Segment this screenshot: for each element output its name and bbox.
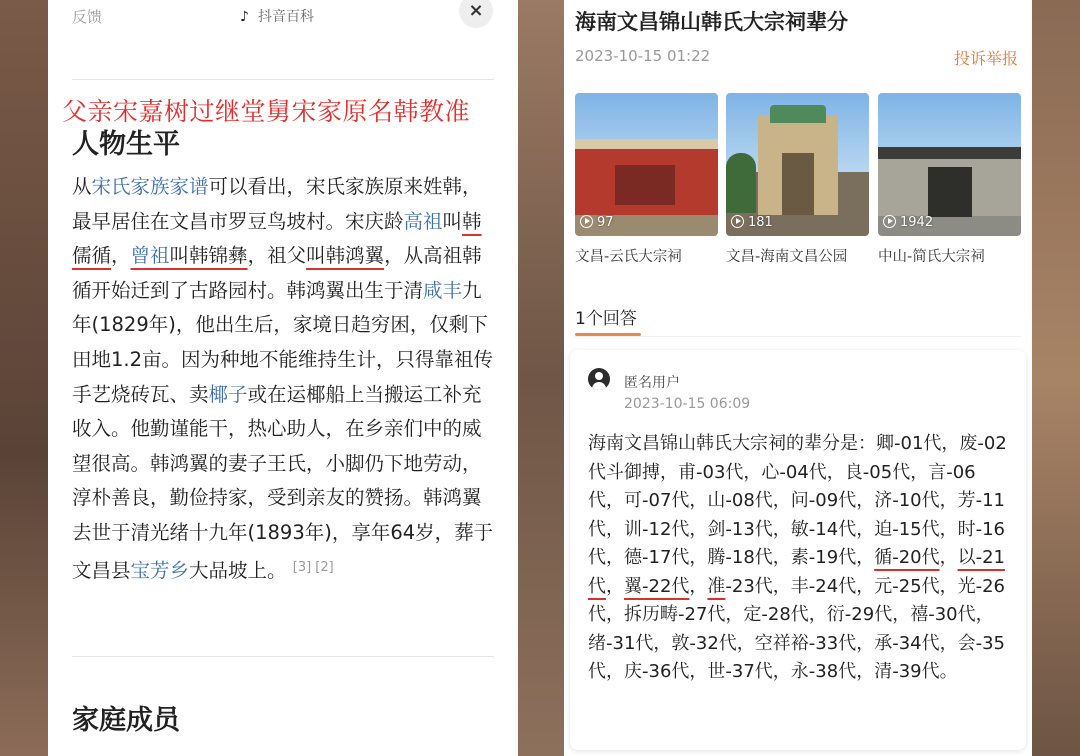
link-xianfeng[interactable]: 咸丰 bbox=[423, 278, 463, 302]
close-button[interactable]: × bbox=[459, 0, 493, 28]
answer-text-underlined: 翼-22代 bbox=[624, 575, 690, 597]
video-caption[interactable]: 中山-简氏大宗祠 bbox=[878, 249, 985, 265]
background-middle bbox=[518, 0, 564, 756]
answer-text-part: -23代，丰-24代，元-25代，光-26代，拆历畴-27代，定-28代，衍-29代，禧-30代，绪-31代，敦-32代，空祥裕-33代，承-34代，会-35代，庆-36代，世-37代，永-38代，清-39代。 bbox=[588, 575, 1006, 682]
link-great-grandfather[interactable]: 曾祖 bbox=[130, 244, 170, 268]
thumbnail-image bbox=[782, 153, 814, 215]
thumbnail-image bbox=[726, 153, 756, 213]
brand-label: 抖音百科 bbox=[258, 9, 314, 25]
divider bbox=[72, 79, 494, 80]
answer-text-part: ， bbox=[606, 575, 624, 597]
thumbnail-image bbox=[575, 139, 718, 149]
video-view-count bbox=[731, 215, 773, 230]
divider bbox=[575, 336, 1021, 337]
top-bar bbox=[48, 0, 518, 34]
answer-text-underlined: 准 bbox=[707, 575, 726, 597]
thumbnail-image bbox=[615, 165, 675, 205]
biography-text bbox=[72, 170, 498, 588]
answer-author[interactable]: 匿名用户 bbox=[624, 375, 680, 391]
annotation-overlay-text: 父亲宋嘉树过继堂舅宋家原名韩教准 bbox=[62, 97, 471, 126]
bio-text: 从 bbox=[72, 175, 92, 198]
video-view-count bbox=[883, 215, 933, 230]
video-caption[interactable]: 文昌-云氏大宗祠 bbox=[575, 249, 682, 265]
section-title-family: 家庭成员 bbox=[72, 705, 180, 736]
answer-timestamp: 2023-10-15 06:09 bbox=[624, 396, 751, 412]
answer-card bbox=[570, 350, 1026, 750]
answer-text-part: ， bbox=[939, 547, 958, 568]
video-caption[interactable]: 文昌-海南文昌公园 bbox=[726, 249, 848, 265]
avatar[interactable] bbox=[588, 368, 610, 390]
play-icon bbox=[731, 215, 744, 228]
answer-text-underlined: 以-21代 bbox=[588, 547, 1006, 597]
bio-text: 九年(1829年)，他出生后，家境日趋穷困，仅剩下田地1.2亩。因为种地不能维持生计，只得靠祖传手艺烧砖瓦、卖 bbox=[72, 278, 494, 406]
link-song-family-genealogy[interactable]: 宋氏家族家谱 bbox=[91, 175, 209, 198]
thumbnail-image bbox=[878, 147, 1021, 159]
encyclopedia-panel bbox=[48, 0, 518, 756]
bio-text: ，从高祖韩循开始迁到了古路园村。韩鸿翼出生于清 bbox=[72, 244, 482, 302]
thumbnail-image bbox=[770, 105, 826, 123]
bio-text-underlined: 叫韩锦彝 bbox=[169, 244, 248, 268]
view-count-value: 1942 bbox=[900, 215, 934, 230]
bio-text: 可以看出，宋氏家族原来姓韩，最早居住在文昌市罗豆鸟坡村。宋庆龄 bbox=[72, 175, 482, 233]
section-title-biography: 人物生平 bbox=[72, 129, 180, 160]
link-great-great-grandfather[interactable]: 高祖 bbox=[403, 209, 443, 233]
video-thumbnail[interactable] bbox=[878, 93, 1021, 236]
bio-text: 叫 bbox=[442, 209, 463, 233]
play-icon bbox=[883, 215, 896, 228]
bio-text-underlined: 韩儒循 bbox=[72, 209, 482, 268]
question-timestamp: 2023-10-15 01:22 bbox=[575, 47, 711, 65]
video-view-count bbox=[580, 215, 614, 230]
bio-text: 大品坡上。 bbox=[189, 558, 287, 582]
thumbnail-image bbox=[928, 167, 972, 217]
tab-answers[interactable]: 1个回答 bbox=[575, 309, 637, 329]
question-title: 海南文昌锦山韩氏大宗祠辈分 bbox=[575, 10, 848, 34]
answer-text-part: 海南文昌锦山韩氏大宗祠的辈分是：卿-01代，废-02代斗御搏，甫-03代，心-04代，良-05代，言-06代，可-07代，山-08代，问-09代，济-10代，芳-11代，训-12代，剑-13代，敏-14代，迫-15代，时-16代，德-17代，腾-18代，素-19代， bbox=[588, 433, 1007, 568]
answer-text bbox=[588, 430, 1008, 687]
bio-text: ，祖父 bbox=[247, 244, 307, 268]
feedback-link[interactable]: 反馈 bbox=[72, 8, 103, 26]
bio-text: 或在运椰船上当搬运工补充收入。他勤谨能干，热心助人，在乡亲们中的威望很高。韩鸿翼的妻子王氏，小脚仍下地劳动，淳朴善良，勤俭持家，受到亲友的赞扬。韩鸿翼去世于清光绪十九年(1893年)，享年64岁，葬于文昌县 bbox=[72, 382, 494, 582]
douyin-logo-icon: ♪ bbox=[240, 9, 249, 25]
answer-text-part: ， bbox=[689, 575, 708, 597]
divider bbox=[72, 656, 494, 657]
video-thumbnail[interactable] bbox=[575, 93, 718, 236]
qa-panel bbox=[564, 0, 1032, 756]
view-count-value: 181 bbox=[748, 215, 773, 230]
bio-text-underlined: 叫韩鸿翼 bbox=[306, 244, 385, 268]
active-tab-indicator bbox=[575, 333, 641, 336]
link-coconut[interactable]: 椰子 bbox=[208, 382, 248, 406]
background-left bbox=[0, 0, 48, 756]
app-brand bbox=[240, 6, 314, 26]
view-count-value: 97 bbox=[597, 215, 614, 230]
reference-links[interactable]: [3] [2] bbox=[292, 559, 334, 575]
video-thumbnail[interactable] bbox=[726, 93, 869, 236]
background-right bbox=[1032, 0, 1080, 756]
answer-text-underlined: 循-20代 bbox=[874, 547, 940, 568]
link-baofang-township[interactable]: 宝芳乡 bbox=[130, 558, 190, 582]
report-link[interactable]: 投诉举报 bbox=[954, 49, 1019, 68]
bio-text: ， bbox=[111, 244, 131, 268]
play-icon bbox=[580, 215, 593, 228]
